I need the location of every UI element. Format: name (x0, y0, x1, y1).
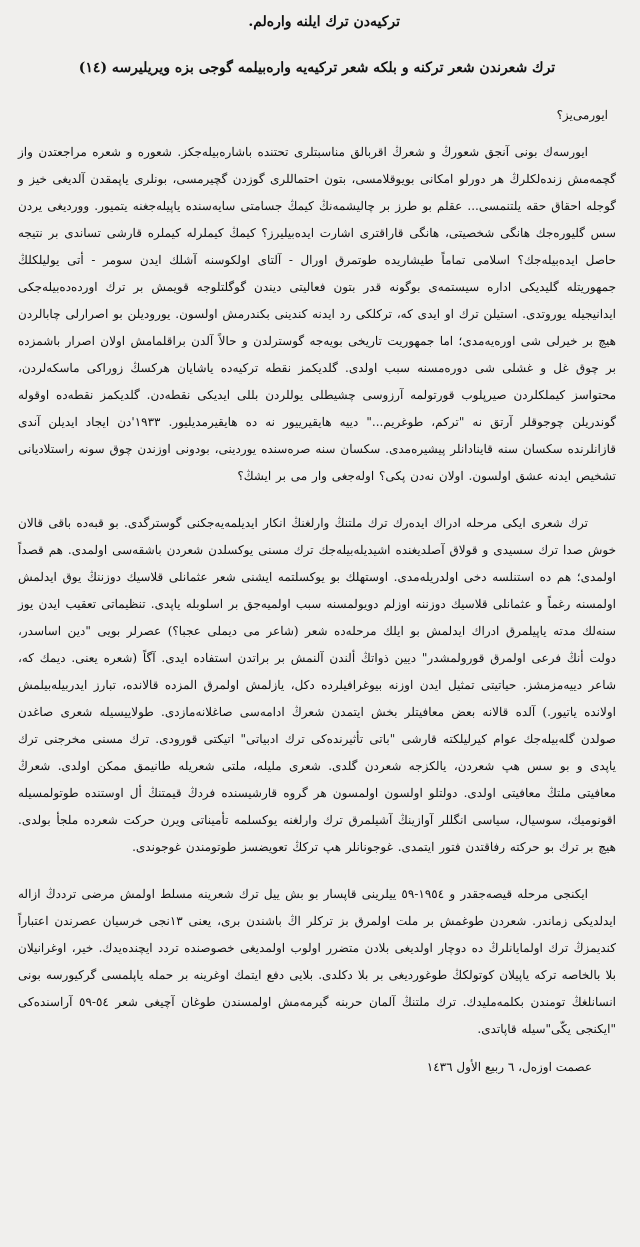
paragraph-1: ایورسه‌ك بونی آنجق شعورڭ و شعرڭ اقربالق مناسبتلری تحتنده باشاره‌بیله‌جكز. شعوره و شعره مراجعتدن واز گچمه‌مش زنده‌لكلرڭ هر دورلو امكانی بویوقلامسی، بتون احتماللری گوزدن گچیرمسی، بونلری یاپمقدن آلدیغی خیز و گوجله احقاق حقه یلتنمسی... عقلم بو طرز بر چالیشمه‌نڭ كیمڭ جسامتی سایه‌سنده یاپیله‌جغنه یتمیور. وورديغی یردن سس گلیوره‌جك هانگی شخصیتی، هانگی قاراقتری اشارت ایده‌بیلیرز؟ كیمڭ كیملرله كیملره قارشی تساندی بر نتیجه حاصل ایده‌بیله‌جك؟ اسلامی تماماً طیشاریده طوتمرق اورال - آلتای اولكوسنه آشلك ایدن سومر - أتی یولیلكلڭ جمهوریتله گلیدیكی اداره سیستمه‌ی بوگونه قدر بتون فعالیتی دیندن گوگلتلوجه قویمش بر ترك اورده‌ده‌بیله‌جكی ایدانیجیله یوروتدی. استیلن ترك او ایدی كه، تركلكی رد ایدنه كندینی بكندرمش اولسون. یورودیلن بو اصرارلی چابالردن هیچ بر خیرلی شی اوره‌یه‌مدی؛ اما جمهوریت تاریخی بویه‌جه گوسترلدن و حالاً آلدن براقلمامش اولان اصرار باشمزده بر چوق غل و غشلی شی دوره‌مسنه سبب اولدی. گلدیكمز نقطه تركیه‌ده یاشایان هركسڭ زوراكی ماسكه‌لردن، محتواسز كیملكلردن صیرپلوب قورتولمه آرزوسی چشیطلی یوللردن بللی ایدیكی نقطه‌دن. گلدیكمز نقطه‌ده اوقوله گوندریلن چوجوقلر آرتق نه "تركم، طوغریم..." دییه هایقیرییور نه ده هایقیرمدیلیور. ١٩٣٣'دن ایجاد ایدیلن آندی قازانلرنده سكسان سنه قاینادانلر پیشیره‌مدی. سكسان سنه صره‌سنده یوردینی، بودونی اوزندن چوق سونه راستلادیانی تشخیص ایدنه عشق اولسون. اولان نه‌دن پكی؟ اوله‌جغی وار می بر ایشڭ؟ (18, 145, 616, 483)
article-heading: ترکیه‌دن ترك ایلنه واره‌لم. (248, 14, 400, 30)
paragraph-3: ایكنجی مرحله قیصه‌جقدر و ١٩٥٤-٥٩ ییلرینی قاپسار بو بش ییل ترك شعرینه مسلط اولمش مرضی ترددڭ ازاله ایدلدیكی زماندر. شعردن طوغمش بر ملت اولمرق بز تركلر اڭ باشندن بری، یعنی ١٣نجی خرسیان عصرندن اعتباراً كندیمزڭ ترك اولمایانلرڭ ده دوچار اولدیغی بلادن متضرر اولوب اولمدیغی خصوصنده تردد ایچنده‌یدك. خیر، اوغرانیلان بلا بالخاصه تركه یاپیلان كوتولكڭ طوغوردیغی بر بلا دكلدی. بلایی دفع ایتمك اوغرینه بر حمله یاپلمسی گركیورسه بونی انسانلغڭ تومندن بكلمه‌ملیدك. ترك ملتنڭ آلمان حربنه گیرمه‌مش اولمسندن طوغان آچیغی شعر ٥٤-٥٩ آراسنده‌كی "ایكنجی یكّی"سیله قاپاتدی. (18, 887, 616, 1036)
greeting-line: ایورمی‌یز؟ (556, 108, 608, 122)
article-subtitle: ترك شعرندن شعر ترکنه و بلکه شعر ترکیه‌یه واره‌بیلمه گوجی بزه ویریلیرسه (١٤) (78, 60, 556, 76)
paragraph-2: ترك شعری ایكی مرحله ادراك ایده‌رك ترك ملتنڭ وارلغنڭ انكار ایدیلمه‌یه‌جكنی گوسترگدی. بو قبه‌ده باقی قالان خوش صدا ترك سسیدی و قولاق آصلدیغنده اشیدیله‌بیله‌جك ترك مسنی یوكسلدن شعردن باشقه‌سی اولمدی. هم قصداً اولمدی؛ هم ده استنلسه دخی اولدریله‌مدی. اوستهلك بو یوكسلتمه ایشنی شعر عثمانلی قلاسیك دوزننڭ یوق ایدلمش اولمسنه رغماً و عثمانلی قلاسیك دوزننه اوزلم دویولمسنه سبب اولمیه‌جق بر اسلوبله یاپدی. تنظیماتی تعقیب ایدن یوز سنه‌لك مدته یاپیلمرق ادراك ایدلمش بو ایلك مرحله‌ده شعر (شاعر می دیملی عجبا؟) عصرلر بویی "دین اساسدر، دولت أنڭ فرعی اولمرق قورولمشدر" دیین ذواتڭ ألندن آلنمش بر براتدن استفاده ایدی. آگاً (شعره یعنی. دیمك كه، شاعر دییه‌مزمشز. حیاتیتی تمثیل ایدن اوزنه بیوغرافیلرده دكل، یازلمش اولمرق المزده قالانده، تبارز ایدربیله‌بیلمش اولانده یاتیور.) آلده قالانه بعض معافیتلر بخش ایتمدن شعرڭ ادامه‌سی صاغلانه‌مازدی. طولاییسیله شعری صاغدن صولدن گله‌بیله‌جك عوام كیرلیلكته قارشی "باتی تأثیرنده‌كی ترك ادبیاتی" اتیكتی قورودی. ترك مسنی مخرجنی ترك یاپدی و بو سس هپ شعردن، یالكزجه شعردن گلدی. شعری ملیله، ملتی شعریله طانیمق ممكن اولدی. شعرڭ معافیتی ملتڭ معافیتی اولدی. دولتلو اولسون اولمسون هر گروه قارشیسنده فردڭ قیمتنڭ أل اوستنده طوتولمسیله اقونومیك، سوسیال، سیاسی انگللر آوازینڭ آشیلمرق ترك وارلغنه یوكسلمه تأمیناتی ویرن حركت شعرده ملجأ بولدی. هیچ بر ترك بو حركته رفاقتدن فتور ایتمدی. غوجونانلر هپ تركڭ تعویضسز طوتومندن غوجوندی. (18, 516, 616, 854)
signature-line: عصمت اوزه‌ل، ٦ ربیع الأول ١٤٣٦ (426, 1060, 592, 1074)
